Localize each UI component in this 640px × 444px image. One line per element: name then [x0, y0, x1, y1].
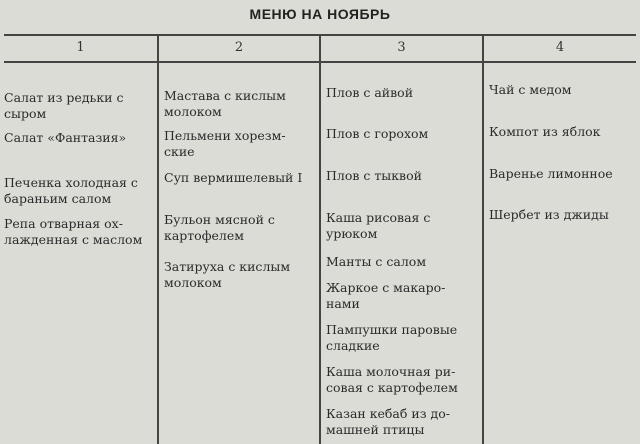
column-divider-3	[482, 35, 484, 444]
column-divider-2	[319, 35, 321, 444]
list-item	[489, 207, 634, 223]
list-item	[4, 216, 155, 248]
item-line: Пампушки паровые	[326, 322, 458, 337]
item-line: Салат из редьки с	[4, 90, 124, 105]
item-line: бараньим салом	[4, 191, 112, 206]
list-item	[326, 168, 480, 184]
item-line: Суп вермишелевый I	[164, 170, 303, 185]
item-line: Каша рисовая с	[326, 210, 431, 225]
list-item	[4, 130, 155, 146]
list-item	[4, 175, 155, 207]
page-title: МЕНЮ НА НОЯБРЬ	[249, 6, 391, 22]
item-line: Шербет из джиды	[489, 207, 609, 222]
list-item	[326, 254, 480, 270]
list-item	[326, 322, 480, 354]
column-divider-1	[157, 35, 159, 444]
list-item	[164, 259, 316, 291]
list-item	[489, 166, 634, 182]
item-line: Плов с айвой	[326, 85, 414, 100]
item-line: Варенье лимонное	[489, 166, 613, 181]
list-item	[326, 210, 480, 242]
item-line: Плов с горохом	[326, 126, 429, 141]
list-item	[326, 126, 480, 142]
item-line: Жаркое с макаро-	[326, 280, 446, 295]
list-item	[326, 85, 480, 101]
column-header-1: 1	[76, 40, 85, 55]
item-line: Печенка холодная с	[4, 175, 138, 190]
item-line: лажденная с маслом	[4, 232, 143, 247]
list-item	[326, 406, 480, 438]
item-line: урюком	[326, 226, 378, 241]
item-line: Затируха с кислым	[164, 259, 291, 274]
list-item	[164, 88, 316, 120]
item-line: ские	[164, 144, 195, 159]
item-line: нами	[326, 296, 360, 311]
item-line: картофелем	[164, 228, 244, 243]
item-line: Пельмени хорезм-	[164, 128, 286, 143]
column-header-3: 3	[397, 40, 406, 55]
item-line: Бульон мясной с	[164, 212, 275, 227]
item-line: Казан кебаб из до-	[326, 406, 450, 421]
item-line: Плов с тыквой	[326, 168, 422, 183]
list-item	[326, 364, 480, 396]
list-item	[489, 82, 634, 98]
list-item	[489, 124, 634, 140]
list-item	[326, 280, 480, 312]
item-line: Мастава с кислым	[164, 88, 286, 103]
item-line: Манты с салом	[326, 254, 427, 269]
item-line: машней птицы	[326, 422, 425, 437]
item-line: Компот из яблок	[489, 124, 601, 139]
list-item	[164, 170, 316, 186]
item-line: сладкие	[326, 338, 380, 353]
column-header-2: 2	[234, 40, 244, 55]
item-line: Репа отварная ох-	[4, 216, 123, 231]
column-header-4: 4	[555, 40, 565, 55]
list-item	[164, 128, 316, 160]
item-line: молоком	[164, 275, 222, 290]
item-line: Каша молочная ри-	[326, 364, 456, 379]
item-line: совая с картофелем	[326, 380, 458, 395]
list-item	[4, 90, 155, 122]
list-item	[164, 212, 316, 244]
item-line: сыром	[4, 106, 47, 121]
item-line: Чай с медом	[489, 82, 572, 97]
item-line: молоком	[164, 104, 222, 119]
item-line: Салат «Фантазия»	[4, 130, 127, 145]
